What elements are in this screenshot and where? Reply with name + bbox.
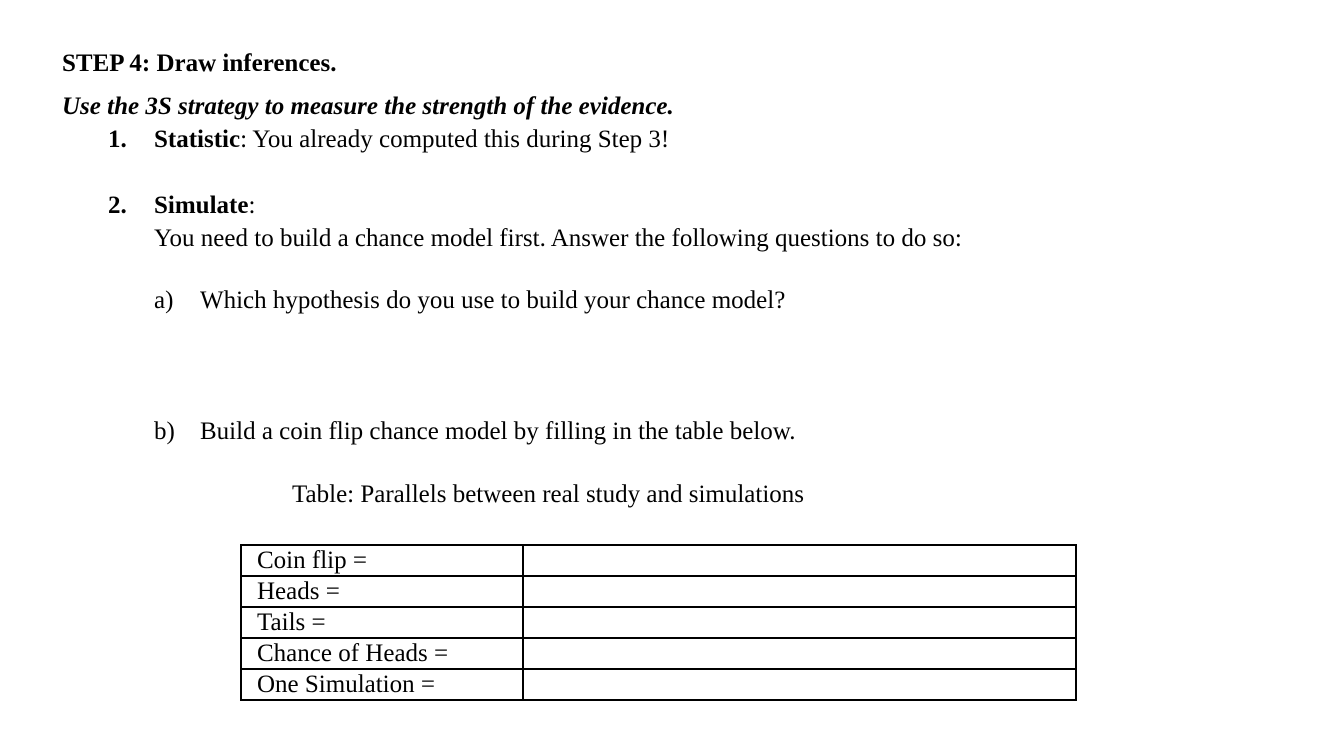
subitem-a-text: Which hypothesis do you use to build your chance model? (200, 287, 786, 314)
table-row (241, 607, 1076, 638)
table-cell-answer[interactable] (523, 545, 1076, 576)
table-row (241, 638, 1076, 669)
item-2-line (154, 192, 255, 220)
subitem-b-text: Build a coin flip chance model by filling in the table below. (200, 418, 796, 445)
table-row (241, 545, 1076, 576)
table-row (241, 669, 1076, 700)
strategy-heading: Use the 3S strategy to measure the strength of the evidence. (62, 93, 674, 120)
item-2-number: 2. (108, 192, 127, 219)
step-title: STEP 4: Draw inferences. (62, 50, 337, 77)
item-1-number: 1. (108, 126, 127, 153)
item-1-label: Statistic (154, 126, 241, 153)
item-2-rest: : (248, 192, 256, 219)
item-1-line (154, 126, 669, 154)
table-cell-label: Chance of Heads = (241, 638, 523, 669)
table-caption: Table: Parallels between real study and simulations (292, 481, 804, 508)
item-2-label: Simulate (154, 192, 249, 219)
table-cell-label: Tails = (241, 607, 523, 638)
table-cell-answer[interactable] (523, 669, 1076, 700)
table-cell-label: Coin flip = (241, 545, 523, 576)
subitem-a-letter: a) (154, 287, 174, 314)
table-cell-label: Heads = (241, 576, 523, 607)
table-row (241, 576, 1076, 607)
table-cell-label: One Simulation = (241, 669, 523, 700)
subitem-b-letter: b) (154, 418, 175, 445)
parallels-table (240, 544, 1077, 701)
table-cell-answer[interactable] (523, 607, 1076, 638)
table-cell-answer[interactable] (523, 638, 1076, 669)
table-cell-answer[interactable] (523, 576, 1076, 607)
item-2-body: You need to build a chance model first. Answer the following questions to do so: (154, 225, 962, 252)
item-1-rest: : You already computed this during Step 3! (240, 126, 670, 153)
